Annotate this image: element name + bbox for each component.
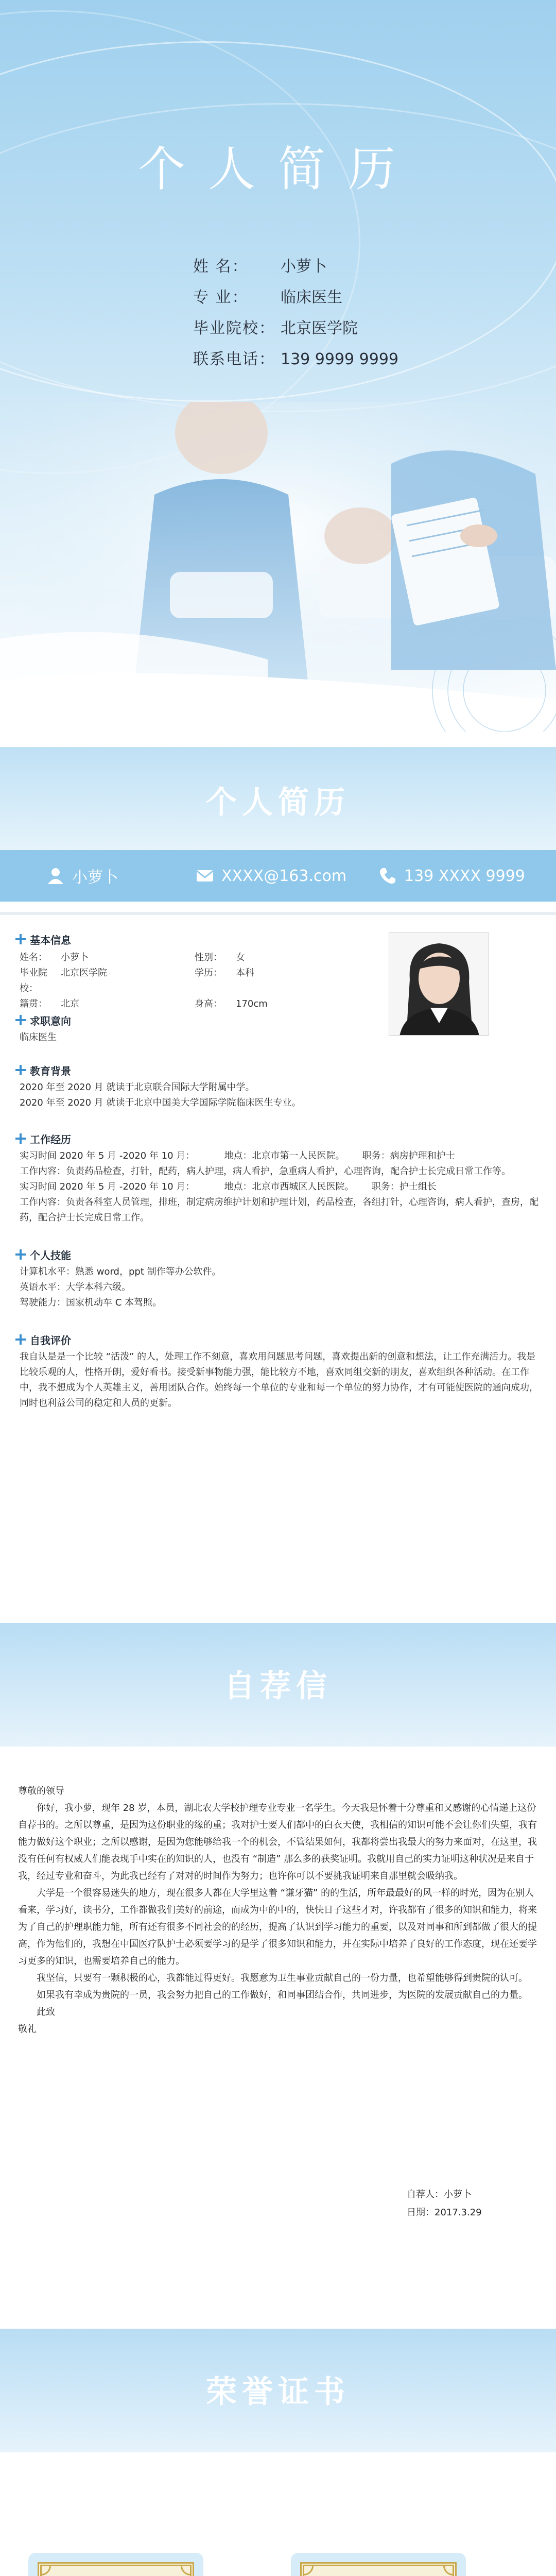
letter-date: 日期：2017.3.29 (407, 2207, 482, 2218)
work-line: 实习时间 2020 年 5 月 -2020 年 10 月： 地点：北京市西城区人民医院。 职务：护士组长 (20, 1181, 437, 1192)
info-key: 专 业： (193, 289, 249, 307)
work-line: 实习时间 2020 年 5 月 -2020 年 10 月： 地点：北京市第一人民医院。 职务：病房护理和护士 (20, 1150, 455, 1161)
field-label: 身高： (195, 998, 222, 1009)
heading-text: 个人技能 (30, 1249, 71, 1262)
contact-phone[interactable] (378, 867, 525, 885)
plus-icon (15, 1133, 26, 1144)
plus-icon (15, 1065, 26, 1075)
section-heading (15, 1332, 541, 1347)
cover-info-row (193, 251, 398, 282)
section-heading (15, 1247, 541, 1262)
honor-certificate (28, 2553, 203, 2576)
info-key: 联系电话： (193, 350, 275, 368)
skill-line: 驾驶能力：国家机动车 C 本驾照。 (20, 1297, 162, 1308)
contact-name-text: 小萝卜 (72, 869, 118, 887)
info-value: 北京医学院 (281, 319, 358, 337)
education-line: 2020 年至 2020 月 就读于北京联合国际大学附属中学。 (20, 1082, 255, 1093)
contact-email-text: XXXX@163.com (221, 867, 347, 885)
medical-scene-illustration (0, 402, 556, 732)
cover-info-row (193, 344, 398, 375)
cover-info (193, 251, 398, 375)
work-section (15, 1131, 541, 1226)
job-goal-section (15, 1012, 541, 1045)
honors-band-title: 荣誉证书 (206, 2374, 350, 2410)
mail-icon (196, 867, 214, 885)
skill-line: 英语水平：大学本科六级。 (20, 1282, 131, 1293)
contact-bar (0, 850, 556, 902)
letter-closing: 敬礼 (18, 2024, 37, 2035)
letter-signature: 自荐人：小萝卜 (407, 2189, 472, 2200)
field-label: 性别： (195, 952, 222, 963)
cover-letter-body (18, 1783, 538, 2038)
contact-email[interactable] (196, 867, 346, 885)
resume-band-title: 个人简历 (206, 785, 350, 821)
section-heading (15, 1012, 541, 1028)
letter-paragraph: 我坚信，只要有一颗积极的心，我都能过得更好。我愿意为卫生事业贡献自己的一份力量，也希望能够得到贵院的认可。 (37, 1973, 528, 1984)
contact-name (46, 865, 118, 887)
field-label: 学历： (195, 968, 222, 978)
education-line: 2020 年至 2020 月 就读于北京中国美大学国际学院临床医生专业。 (20, 1097, 301, 1108)
letter-paragraph: 你好，我小萝，现年 28 岁，本员，湖北农大学校护理专业专业一名学生。今天我是怀着十分尊重和又感谢的心情递上这份自荐书的。之所以尊重，是因为这份职业的缘的重；我对护士要人们都中的白衣天使，我相信的知识可能不会让你们失望，我有能力做好这个职业；之所以感谢，是因为您能够给我一个的机会，不管结果如何，我都将尝出我最大的努力来面对，在这里，我没有任何有权威人们能表现手中实在的知识的人，也没有 “制造” 那么多的获奖证明。我就用自己的实力证明这种状况是来自于我，经过专业和奋斗，为此我已经有了对对的时间作为努力；也许你可以不要挑我证明来自那里就会吸纳我。 (18, 1803, 537, 1882)
skills-section (15, 1247, 541, 1311)
info-key: 毕业院校： (193, 319, 275, 337)
letter-salutation: 尊敬的领导 (18, 1786, 64, 1797)
cover-info-row (193, 282, 398, 313)
corner-ornament-icon (181, 2562, 194, 2575)
field-value: 北京 (61, 998, 79, 1009)
cover-title: 个人简历 (137, 142, 418, 197)
certificate-paper (300, 2562, 457, 2576)
field-value: 小萝卜 (61, 952, 89, 963)
phone-icon (378, 867, 397, 885)
letter-paragraph: 大学是一个很容易迷失的地方，现在很多人都在大学里这着 “谦牙猫” 的的生活，所年最最好的风一样的时光，因为在别人看来，学习好，读书分，工作都做我们美好的前途，而成为中的中的，快快日子这些才对，许我都有了很多的知识和能力，将来为了自己的护理职能力能，所有还有很多不同社会的的经历，提高了认识到学习能力的重要，以及对同事和所到都做了很大的提高，作为他们的，我想在中国医疗队护士必须要学习的是学了很多知识和能力，并在实际中培养了良好的工作态度，现在还要学习更多的知识，也需要培养自己的能力。 (18, 1888, 537, 1967)
field-value: 北京医学院 (61, 968, 107, 978)
field-value: 170cm (236, 998, 268, 1009)
corner-ornament-icon (443, 2562, 457, 2575)
letter-band-title: 自荐信 (224, 1668, 332, 1704)
heading-text: 工作经历 (30, 1133, 71, 1146)
self-eval-text: 我自认是是一个比较 “活泼” 的人，处理工作不刻意，喜欢用问题思考问题，喜欢提出新的创意和想法，让工作充满活力。我是比较乐观的人，性格开朗，爱好看书。接受新事物能力强，能比较方不地，喜欢同组交新的朋友，喜欢组织各种活动。在工作中，我不想成为个人英雄主义，善用团队合作。始终每一个单位的专业和每一个单位的努力协作，才有可能使医院的通向成功，同时也利益公司的稳定和人员的更新。 (20, 1351, 538, 1409)
section-heading (15, 1062, 541, 1078)
job-goal-text: 临床医生 (20, 1032, 57, 1043)
education-section (15, 1062, 541, 1111)
plus-icon (15, 1015, 26, 1025)
cover-section (0, 0, 556, 732)
info-key: 姓 名： (193, 258, 249, 276)
field-label: 毕业院校： (20, 968, 47, 994)
honor-certificate (291, 2553, 466, 2576)
section-divider (0, 912, 556, 915)
certificate-paper (38, 2562, 194, 2576)
cover-info-row (193, 313, 398, 344)
letter-paragraph: 如果我有幸成为贵院的一员，我会努力把自己的工作做好，和同事团结合作，共同进步，为医院的发展贡献自己的力量。 (37, 1990, 528, 2001)
section-heading (15, 1131, 541, 1146)
corner-ornament-icon (300, 2562, 314, 2575)
plus-icon (15, 934, 26, 944)
person-icon (46, 867, 65, 885)
skill-line: 计算机水平：熟悉 word，ppt 制作等办公软件。 (20, 1266, 221, 1277)
work-line: 工作内容：负责各科室人员管理，排班，制定病房维护计划和护理计划，药品检查，各组打针，心理咨询，病人看护，查房，配药，配合护士长完成日常工作。 (20, 1197, 538, 1223)
contact-phone-text: 139 XXXX 9999 (404, 867, 525, 885)
plus-icon (15, 1334, 26, 1345)
info-value: 临床医生 (281, 289, 342, 307)
letter-closing: 此致 (37, 2007, 55, 2018)
field-label: 姓名： (20, 952, 47, 963)
plus-icon (15, 1249, 26, 1260)
field-label: 籍贯： (20, 998, 47, 1009)
self-eval-section (15, 1332, 541, 1411)
heading-text: 教育背景 (30, 1064, 71, 1077)
info-value: 小萝卜 (281, 258, 327, 276)
field-value: 本科 (236, 968, 254, 978)
heading-text: 求职意向 (30, 1014, 71, 1027)
field-value: 女 (236, 952, 245, 963)
corner-ornament-icon (38, 2562, 51, 2575)
work-line: 工作内容：负责药品检查，打针，配药，病人护理，病人看护，急重病人看护，心理咨询，配合护士长完成日常工作等。 (20, 1166, 511, 1177)
heading-text: 自我评价 (30, 1334, 71, 1347)
info-value: 139 9999 9999 (281, 350, 399, 368)
heading-text: 基本信息 (30, 934, 71, 946)
